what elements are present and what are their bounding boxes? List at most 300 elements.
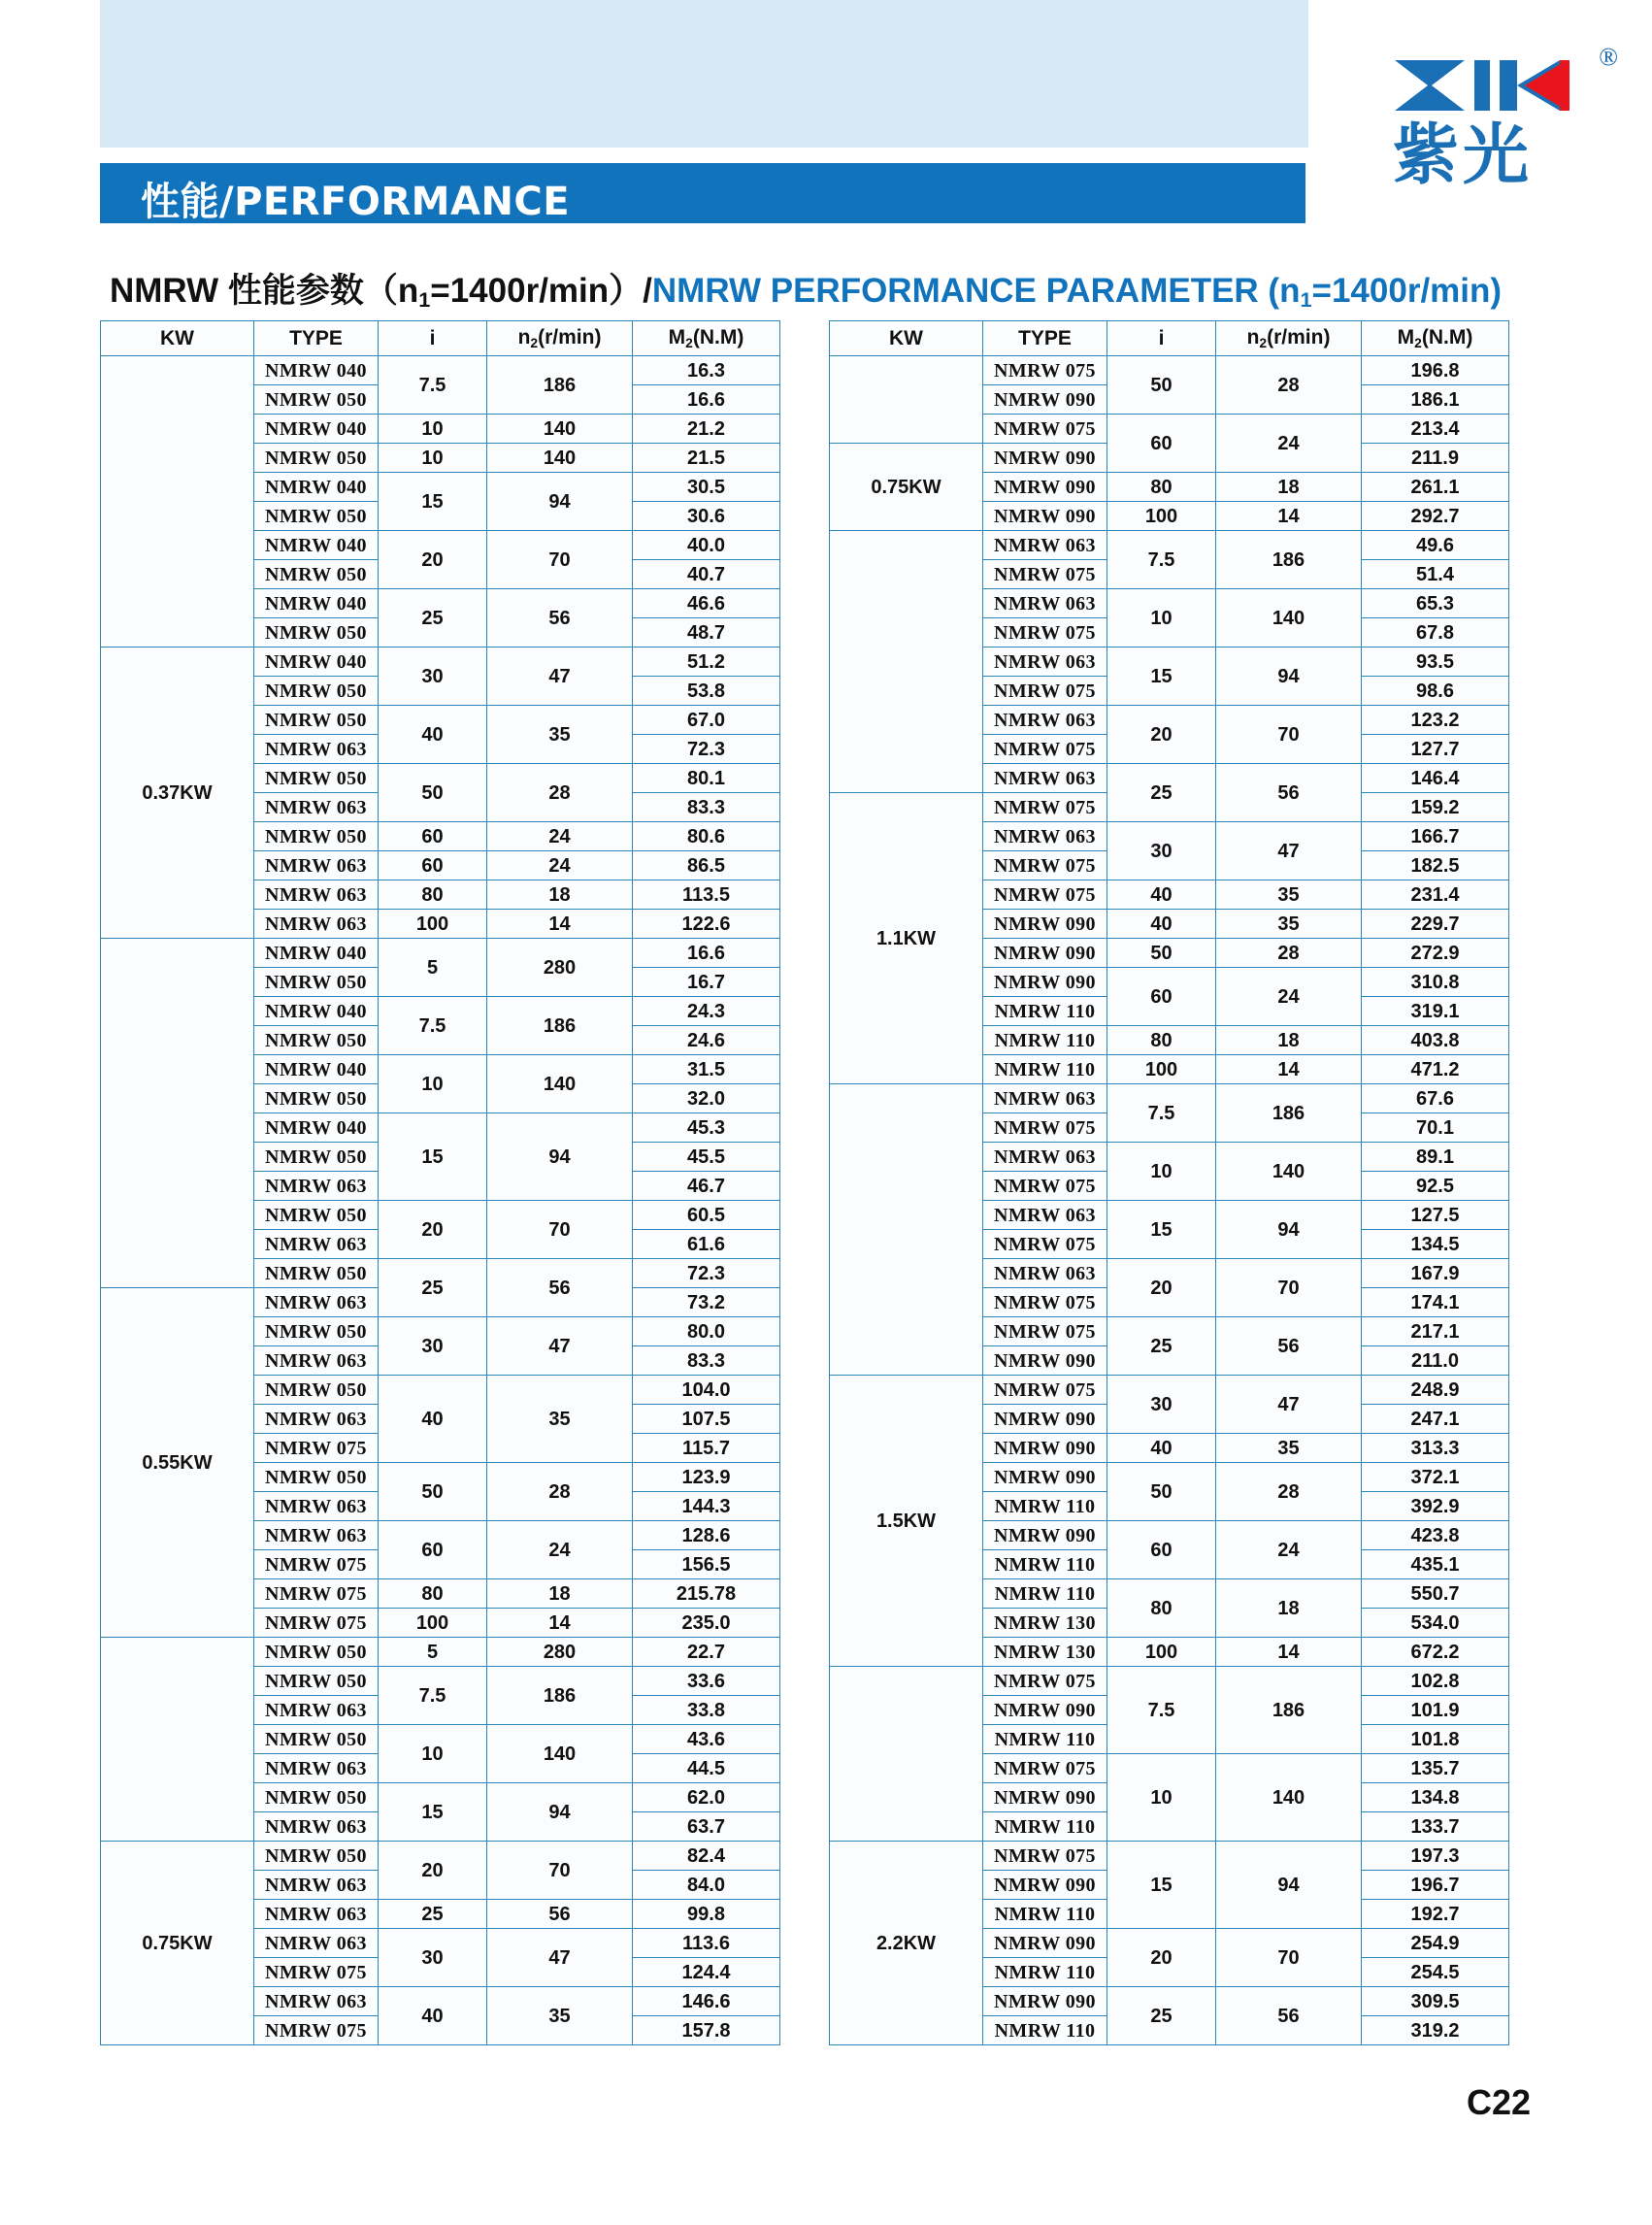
type-cell: NMRW 040 bbox=[254, 939, 379, 968]
table-body-left bbox=[101, 356, 780, 2045]
subtitle-en: NMRW PERFORMANCE PARAMETER $(n_1=1400r/\min)$ bbox=[651, 272, 1503, 312]
ratio-cell: 10 bbox=[1107, 1143, 1216, 1201]
ratio-cell: 40 bbox=[1107, 910, 1216, 939]
kw-rating-cell: 0.55KW bbox=[101, 1288, 254, 1638]
output-torque-cell: 534.0 bbox=[1362, 1609, 1509, 1638]
ratio-cell: 80 bbox=[379, 880, 487, 910]
output-speed-cell: 28 bbox=[1216, 1463, 1362, 1521]
type-cell: NMRW 063 bbox=[254, 910, 379, 939]
type-cell: NMRW 050 bbox=[254, 1201, 379, 1230]
type-cell: NMRW 040 bbox=[254, 1055, 379, 1084]
output-torque-cell: 309.5 bbox=[1362, 1987, 1509, 2016]
type-cell: NMRW 090 bbox=[983, 473, 1107, 502]
type-cell: NMRW 075 bbox=[983, 677, 1107, 706]
type-cell: NMRW 110 bbox=[983, 1579, 1107, 1609]
ratio-cell: 50 bbox=[379, 764, 487, 822]
type-cell: NMRW 075 bbox=[254, 1579, 379, 1609]
output-speed-cell: 186 bbox=[1216, 531, 1362, 589]
type-cell: NMRW 075 bbox=[983, 793, 1107, 822]
ratio-cell: 40 bbox=[379, 706, 487, 764]
type-cell: NMRW 063 bbox=[983, 1201, 1107, 1230]
table-row bbox=[830, 1084, 1509, 1113]
output-torque-cell: 44.5 bbox=[633, 1754, 780, 1783]
type-cell: NMRW 063 bbox=[983, 589, 1107, 618]
type-cell: NMRW 090 bbox=[983, 1871, 1107, 1900]
type-cell: NMRW 063 bbox=[254, 880, 379, 910]
ratio-cell: 10 bbox=[1107, 1754, 1216, 1842]
output-torque-cell: 63.7 bbox=[633, 1812, 780, 1842]
output-speed-cell: 47 bbox=[487, 648, 633, 706]
output-torque-cell: 89.1 bbox=[1362, 1143, 1509, 1172]
output-torque-cell: 70.1 bbox=[1362, 1113, 1509, 1143]
output-torque-cell: 60.5 bbox=[633, 1201, 780, 1230]
output-torque-cell: 45.3 bbox=[633, 1113, 780, 1143]
type-cell: NMRW 075 bbox=[983, 560, 1107, 589]
type-cell: NMRW 063 bbox=[983, 822, 1107, 851]
output-speed-cell: 28 bbox=[487, 764, 633, 822]
type-cell: NMRW 063 bbox=[254, 1288, 379, 1317]
table-row bbox=[101, 356, 780, 385]
type-cell: NMRW 075 bbox=[254, 2016, 379, 2045]
output-speed-cell: 56 bbox=[487, 1259, 633, 1317]
output-torque-cell: 72.3 bbox=[633, 735, 780, 764]
output-speed-cell: 24 bbox=[487, 851, 633, 880]
page-number: C22 bbox=[1466, 2082, 1531, 2122]
type-cell: NMRW 090 bbox=[983, 939, 1107, 968]
kw-rating-cell bbox=[101, 1638, 254, 1842]
output-torque-cell: 292.7 bbox=[1362, 502, 1509, 531]
type-cell: NMRW 110 bbox=[983, 1958, 1107, 1987]
output-torque-cell: 174.1 bbox=[1362, 1288, 1509, 1317]
table-row bbox=[101, 648, 780, 677]
output-torque-cell: 254.9 bbox=[1362, 1929, 1509, 1958]
output-speed-cell: 35 bbox=[1216, 880, 1362, 910]
kw-rating-cell bbox=[830, 1084, 983, 1376]
output-torque-cell: 82.4 bbox=[633, 1842, 780, 1871]
output-speed-cell: 14 bbox=[1216, 502, 1362, 531]
table-header-row bbox=[830, 321, 1509, 356]
type-cell: NMRW 040 bbox=[254, 531, 379, 560]
section-title: 性能/PERFORMANCE bbox=[141, 180, 571, 224]
output-speed-cell: 35 bbox=[487, 706, 633, 764]
output-torque-cell: 93.5 bbox=[1362, 648, 1509, 677]
output-torque-cell: 22.7 bbox=[633, 1638, 780, 1667]
table-header-row bbox=[101, 321, 780, 356]
type-cell: NMRW 130 bbox=[983, 1609, 1107, 1638]
output-torque-cell: 261.1 bbox=[1362, 473, 1509, 502]
output-torque-cell: 33.8 bbox=[633, 1696, 780, 1725]
output-torque-cell: 16.7 bbox=[633, 968, 780, 997]
output-torque-cell: 48.7 bbox=[633, 618, 780, 648]
type-cell: NMRW 075 bbox=[983, 735, 1107, 764]
type-cell: NMRW 075 bbox=[983, 1113, 1107, 1143]
output-speed-cell: 18 bbox=[1216, 473, 1362, 502]
output-torque-cell: 217.1 bbox=[1362, 1317, 1509, 1346]
type-cell: NMRW 050 bbox=[254, 968, 379, 997]
ratio-cell: 20 bbox=[1107, 1929, 1216, 1987]
output-speed-cell: 47 bbox=[1216, 822, 1362, 880]
type-cell: NMRW 040 bbox=[254, 1113, 379, 1143]
output-torque-cell: 159.2 bbox=[1362, 793, 1509, 822]
ratio-cell: 15 bbox=[1107, 1201, 1216, 1259]
type-cell: NMRW 110 bbox=[983, 1492, 1107, 1521]
type-cell: NMRW 090 bbox=[983, 1987, 1107, 2016]
output-speed-cell: 70 bbox=[1216, 706, 1362, 764]
ratio-cell: 60 bbox=[1107, 1521, 1216, 1579]
output-torque-cell: 134.8 bbox=[1362, 1783, 1509, 1812]
output-speed-cell: 56 bbox=[1216, 764, 1362, 822]
output-torque-cell: 122.6 bbox=[633, 910, 780, 939]
type-cell: NMRW 075 bbox=[254, 1434, 379, 1463]
output-torque-cell: 21.2 bbox=[633, 415, 780, 444]
zik-logo-glyph bbox=[1393, 50, 1616, 118]
output-torque-cell: 115.7 bbox=[633, 1434, 780, 1463]
output-speed-cell: 70 bbox=[487, 531, 633, 589]
output-speed-cell: 140 bbox=[487, 415, 633, 444]
output-speed-cell: 14 bbox=[487, 1609, 633, 1638]
header-background-band bbox=[100, 0, 1308, 153]
output-torque-cell: 167.9 bbox=[1362, 1259, 1509, 1288]
ratio-cell: 80 bbox=[1107, 473, 1216, 502]
output-torque-cell: 43.6 bbox=[633, 1725, 780, 1754]
output-torque-cell: 16.6 bbox=[633, 939, 780, 968]
type-cell: NMRW 063 bbox=[254, 851, 379, 880]
ratio-cell: 7.5 bbox=[379, 997, 487, 1055]
header-kw: KW bbox=[830, 321, 983, 356]
type-cell: NMRW 050 bbox=[254, 1725, 379, 1754]
output-torque-cell: 192.7 bbox=[1362, 1900, 1509, 1929]
type-cell: NMRW 063 bbox=[254, 1871, 379, 1900]
ratio-cell: 100 bbox=[1107, 502, 1216, 531]
ratio-cell: 60 bbox=[1107, 968, 1216, 1026]
ratio-cell: 80 bbox=[1107, 1026, 1216, 1055]
ratio-cell: 20 bbox=[379, 1842, 487, 1900]
output-speed-cell: 24 bbox=[487, 1521, 633, 1579]
type-cell: NMRW 075 bbox=[983, 1172, 1107, 1201]
header-i: i bbox=[379, 321, 487, 356]
ratio-cell: 10 bbox=[1107, 589, 1216, 648]
output-speed-cell: 14 bbox=[487, 910, 633, 939]
performance-table-right bbox=[829, 320, 1509, 2045]
output-speed-cell: 280 bbox=[487, 1638, 633, 1667]
kw-rating-cell: 1.5KW bbox=[830, 1376, 983, 1667]
ratio-cell: 60 bbox=[379, 822, 487, 851]
output-torque-cell: 319.1 bbox=[1362, 997, 1509, 1026]
type-cell: NMRW 063 bbox=[983, 1259, 1107, 1288]
output-speed-cell: 14 bbox=[1216, 1055, 1362, 1084]
type-cell: NMRW 063 bbox=[983, 706, 1107, 735]
output-speed-cell: 140 bbox=[1216, 589, 1362, 648]
output-torque-cell: 144.3 bbox=[633, 1492, 780, 1521]
output-speed-cell: 280 bbox=[487, 939, 633, 997]
output-torque-cell: 229.7 bbox=[1362, 910, 1509, 939]
ratio-cell: 7.5 bbox=[1107, 1084, 1216, 1143]
output-torque-cell: 403.8 bbox=[1362, 1026, 1509, 1055]
output-torque-cell: 21.5 bbox=[633, 444, 780, 473]
type-cell: NMRW 063 bbox=[254, 1754, 379, 1783]
output-torque-cell: 40.7 bbox=[633, 560, 780, 589]
page-subtitle bbox=[110, 264, 1585, 313]
type-cell: NMRW 040 bbox=[254, 473, 379, 502]
ratio-cell: 30 bbox=[1107, 822, 1216, 880]
ratio-cell: 60 bbox=[379, 1521, 487, 1579]
header-m2: $M_2(N.M)$ bbox=[633, 321, 780, 356]
output-speed-cell: 186 bbox=[487, 1667, 633, 1725]
type-cell: NMRW 063 bbox=[254, 1987, 379, 2016]
output-speed-cell: 24 bbox=[1216, 415, 1362, 473]
type-cell: NMRW 063 bbox=[254, 1900, 379, 1929]
output-speed-cell: 56 bbox=[1216, 1987, 1362, 2045]
output-torque-cell: 235.0 bbox=[633, 1609, 780, 1638]
type-cell: NMRW 075 bbox=[983, 1667, 1107, 1696]
output-torque-cell: 67.8 bbox=[1362, 618, 1509, 648]
ratio-cell: 10 bbox=[379, 444, 487, 473]
type-cell: NMRW 050 bbox=[254, 822, 379, 851]
ratio-cell: 80 bbox=[379, 1579, 487, 1609]
ratio-cell: 15 bbox=[1107, 1842, 1216, 1929]
type-cell: NMRW 050 bbox=[254, 1143, 379, 1172]
output-speed-cell: 35 bbox=[1216, 910, 1362, 939]
type-cell: NMRW 063 bbox=[983, 531, 1107, 560]
output-torque-cell: 24.6 bbox=[633, 1026, 780, 1055]
output-speed-cell: 186 bbox=[1216, 1667, 1362, 1754]
type-cell: NMRW 090 bbox=[983, 968, 1107, 997]
type-cell: NMRW 075 bbox=[983, 1754, 1107, 1783]
type-cell: NMRW 063 bbox=[983, 648, 1107, 677]
output-torque-cell: 102.8 bbox=[1362, 1667, 1509, 1696]
kw-rating-cell: 0.75KW bbox=[830, 444, 983, 531]
type-cell: NMRW 090 bbox=[983, 1696, 1107, 1725]
output-torque-cell: 46.6 bbox=[633, 589, 780, 618]
ratio-cell: 25 bbox=[379, 1259, 487, 1317]
type-cell: NMRW 050 bbox=[254, 1317, 379, 1346]
output-speed-cell: 24 bbox=[1216, 1521, 1362, 1579]
type-cell: NMRW 075 bbox=[983, 851, 1107, 880]
output-speed-cell: 94 bbox=[487, 1783, 633, 1842]
output-torque-cell: 196.8 bbox=[1362, 356, 1509, 385]
ratio-cell: 10 bbox=[379, 1055, 487, 1113]
output-torque-cell: 16.6 bbox=[633, 385, 780, 415]
ratio-cell: 50 bbox=[1107, 1463, 1216, 1521]
type-cell: NMRW 063 bbox=[254, 735, 379, 764]
output-speed-cell: 140 bbox=[1216, 1143, 1362, 1201]
ratio-cell: 15 bbox=[379, 473, 487, 531]
output-torque-cell: 61.6 bbox=[633, 1230, 780, 1259]
output-torque-cell: 231.4 bbox=[1362, 880, 1509, 910]
header-kw: KW bbox=[101, 321, 254, 356]
output-torque-cell: 80.1 bbox=[633, 764, 780, 793]
output-torque-cell: 51.2 bbox=[633, 648, 780, 677]
output-torque-cell: 310.8 bbox=[1362, 968, 1509, 997]
output-torque-cell: 101.8 bbox=[1362, 1725, 1509, 1754]
output-torque-cell: 101.9 bbox=[1362, 1696, 1509, 1725]
output-torque-cell: 423.8 bbox=[1362, 1521, 1509, 1550]
output-speed-cell: 28 bbox=[1216, 356, 1362, 415]
output-torque-cell: 83.3 bbox=[633, 1346, 780, 1376]
type-cell: NMRW 075 bbox=[983, 1842, 1107, 1871]
output-torque-cell: 51.4 bbox=[1362, 560, 1509, 589]
kw-rating-cell bbox=[830, 1667, 983, 1842]
type-cell: NMRW 050 bbox=[254, 1026, 379, 1055]
output-torque-cell: 128.6 bbox=[633, 1521, 780, 1550]
output-torque-cell: 211.0 bbox=[1362, 1346, 1509, 1376]
ratio-cell: 30 bbox=[379, 1929, 487, 1987]
header-n2: $n_2(r/\min)$ bbox=[1216, 321, 1362, 356]
output-speed-cell: 14 bbox=[1216, 1638, 1362, 1667]
output-torque-cell: 80.6 bbox=[633, 822, 780, 851]
type-cell: NMRW 110 bbox=[983, 1055, 1107, 1084]
ratio-cell: 7.5 bbox=[379, 1667, 487, 1725]
type-cell: NMRW 090 bbox=[983, 1346, 1107, 1376]
type-cell: NMRW 075 bbox=[983, 1288, 1107, 1317]
type-cell: NMRW 050 bbox=[254, 677, 379, 706]
output-torque-cell: 107.5 bbox=[633, 1405, 780, 1434]
ratio-cell: 50 bbox=[1107, 939, 1216, 968]
table-row bbox=[101, 939, 780, 968]
ratio-cell: 40 bbox=[1107, 1434, 1216, 1463]
type-cell: NMRW 110 bbox=[983, 1026, 1107, 1055]
output-torque-cell: 550.7 bbox=[1362, 1579, 1509, 1609]
ratio-cell: 80 bbox=[1107, 1579, 1216, 1638]
type-cell: NMRW 110 bbox=[983, 1900, 1107, 1929]
header-i: i bbox=[1107, 321, 1216, 356]
output-speed-cell: 94 bbox=[1216, 1842, 1362, 1929]
output-speed-cell: 70 bbox=[487, 1201, 633, 1259]
output-speed-cell: 186 bbox=[487, 997, 633, 1055]
output-torque-cell: 157.8 bbox=[633, 2016, 780, 2045]
type-cell: NMRW 090 bbox=[983, 1434, 1107, 1463]
output-speed-cell: 18 bbox=[487, 1579, 633, 1609]
output-speed-cell: 47 bbox=[487, 1929, 633, 1987]
type-cell: NMRW 090 bbox=[983, 1463, 1107, 1492]
type-cell: NMRW 050 bbox=[254, 1376, 379, 1405]
type-cell: NMRW 075 bbox=[983, 880, 1107, 910]
output-speed-cell: 24 bbox=[1216, 968, 1362, 1026]
type-cell: NMRW 063 bbox=[254, 1346, 379, 1376]
type-cell: NMRW 110 bbox=[983, 1550, 1107, 1579]
output-torque-cell: 272.9 bbox=[1362, 939, 1509, 968]
output-torque-cell: 33.6 bbox=[633, 1667, 780, 1696]
output-speed-cell: 140 bbox=[1216, 1754, 1362, 1842]
output-torque-cell: 672.2 bbox=[1362, 1638, 1509, 1667]
table-row bbox=[830, 531, 1509, 560]
ratio-cell: 40 bbox=[379, 1376, 487, 1463]
output-speed-cell: 28 bbox=[487, 1463, 633, 1521]
registered-trademark-icon: ® bbox=[1599, 43, 1618, 71]
output-torque-cell: 146.4 bbox=[1362, 764, 1509, 793]
type-cell: NMRW 063 bbox=[254, 1230, 379, 1259]
type-cell: NMRW 040 bbox=[254, 648, 379, 677]
type-cell: NMRW 090 bbox=[983, 502, 1107, 531]
output-speed-cell: 35 bbox=[487, 1987, 633, 2045]
type-cell: NMRW 075 bbox=[983, 1317, 1107, 1346]
output-torque-cell: 53.8 bbox=[633, 677, 780, 706]
kw-rating-cell bbox=[101, 939, 254, 1288]
output-torque-cell: 67.0 bbox=[633, 706, 780, 735]
output-torque-cell: 156.5 bbox=[633, 1550, 780, 1579]
output-speed-cell: 140 bbox=[487, 1055, 633, 1113]
ratio-cell: 100 bbox=[1107, 1638, 1216, 1667]
kw-rating-cell bbox=[101, 356, 254, 648]
type-cell: NMRW 050 bbox=[254, 764, 379, 793]
type-cell: NMRW 050 bbox=[254, 444, 379, 473]
ratio-cell: 50 bbox=[379, 1463, 487, 1521]
type-cell: NMRW 063 bbox=[254, 1521, 379, 1550]
performance-tables bbox=[100, 320, 1556, 2045]
output-torque-cell: 123.2 bbox=[1362, 706, 1509, 735]
kw-rating-cell bbox=[830, 356, 983, 444]
type-cell: NMRW 050 bbox=[254, 1842, 379, 1871]
type-cell: NMRW 090 bbox=[983, 1783, 1107, 1812]
output-torque-cell: 32.0 bbox=[633, 1084, 780, 1113]
output-speed-cell: 94 bbox=[487, 1113, 633, 1201]
output-torque-cell: 31.5 bbox=[633, 1055, 780, 1084]
ratio-cell: 60 bbox=[379, 851, 487, 880]
ratio-cell: 60 bbox=[1107, 415, 1216, 473]
output-torque-cell: 86.5 bbox=[633, 851, 780, 880]
header-n2: $n_2(r/\min)$ bbox=[487, 321, 633, 356]
header-m2: $M_2(N.M)$ bbox=[1362, 321, 1509, 356]
output-torque-cell: 62.0 bbox=[633, 1783, 780, 1812]
output-torque-cell: 67.6 bbox=[1362, 1084, 1509, 1113]
ratio-cell: 15 bbox=[379, 1783, 487, 1842]
ratio-cell: 25 bbox=[1107, 1317, 1216, 1376]
output-torque-cell: 197.3 bbox=[1362, 1842, 1509, 1871]
output-speed-cell: 186 bbox=[487, 356, 633, 415]
kw-rating-cell: 0.37KW bbox=[101, 648, 254, 939]
subtitle-cn: NMRW 性能参数$(n_1=1400r/\min)/$ bbox=[110, 272, 652, 312]
ratio-cell: 100 bbox=[379, 1609, 487, 1638]
output-torque-cell: 83.3 bbox=[633, 793, 780, 822]
output-torque-cell: 435.1 bbox=[1362, 1550, 1509, 1579]
type-cell: NMRW 040 bbox=[254, 997, 379, 1026]
output-speed-cell: 18 bbox=[1216, 1579, 1362, 1638]
output-torque-cell: 40.0 bbox=[633, 531, 780, 560]
output-torque-cell: 123.9 bbox=[633, 1463, 780, 1492]
type-cell: NMRW 063 bbox=[983, 764, 1107, 793]
performance-table-left bbox=[100, 320, 780, 2045]
type-cell: NMRW 075 bbox=[983, 415, 1107, 444]
ratio-cell: 40 bbox=[379, 1987, 487, 2045]
type-cell: NMRW 090 bbox=[983, 1521, 1107, 1550]
output-torque-cell: 215.78 bbox=[633, 1579, 780, 1609]
output-speed-cell: 70 bbox=[487, 1842, 633, 1900]
output-torque-cell: 182.5 bbox=[1362, 851, 1509, 880]
type-cell: NMRW 050 bbox=[254, 1259, 379, 1288]
type-cell: NMRW 063 bbox=[983, 1143, 1107, 1172]
output-torque-cell: 127.5 bbox=[1362, 1201, 1509, 1230]
output-speed-cell: 56 bbox=[487, 589, 633, 648]
output-speed-cell: 94 bbox=[487, 473, 633, 531]
type-cell: NMRW 075 bbox=[254, 1958, 379, 1987]
ratio-cell: 20 bbox=[379, 1201, 487, 1259]
type-cell: NMRW 110 bbox=[983, 997, 1107, 1026]
output-speed-cell: 94 bbox=[1216, 648, 1362, 706]
type-cell: NMRW 110 bbox=[983, 1725, 1107, 1754]
output-torque-cell: 73.2 bbox=[633, 1288, 780, 1317]
output-torque-cell: 392.9 bbox=[1362, 1492, 1509, 1521]
table-row bbox=[101, 1842, 780, 1871]
ratio-cell: 5 bbox=[379, 939, 487, 997]
type-cell: NMRW 063 bbox=[254, 1492, 379, 1521]
ratio-cell: 5 bbox=[379, 1638, 487, 1667]
output-torque-cell: 65.3 bbox=[1362, 589, 1509, 618]
type-cell: NMRW 040 bbox=[254, 589, 379, 618]
output-torque-cell: 319.2 bbox=[1362, 2016, 1509, 2045]
table-row bbox=[101, 1638, 780, 1667]
type-cell: NMRW 090 bbox=[983, 910, 1107, 939]
output-speed-cell: 186 bbox=[1216, 1084, 1362, 1143]
